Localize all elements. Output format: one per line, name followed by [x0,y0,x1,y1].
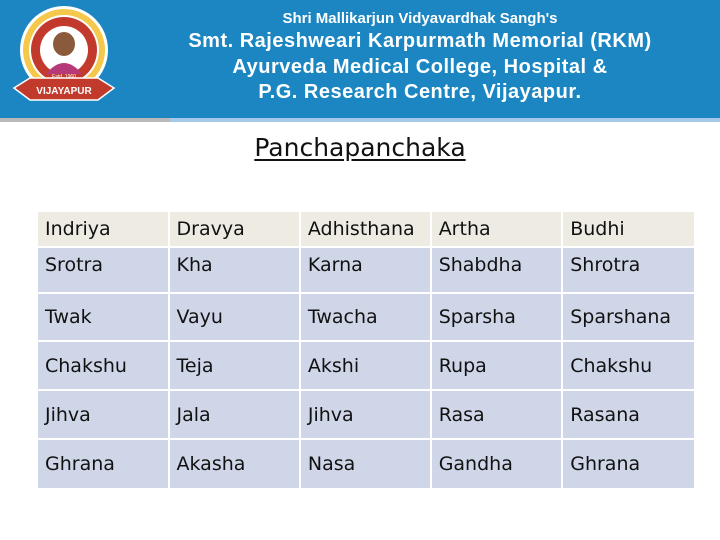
logo-year: Estd. 1960 [52,74,76,80]
slide-title [0,133,720,162]
divider-gray [0,118,170,122]
table-cell: Rasana [562,390,695,439]
header-cell: Dravya [169,211,300,247]
table-cell: Chakshu [562,341,695,390]
header-line-3: Ayurveda Medical College, Hospital & [232,56,608,78]
header-line-1: Shri Mallikarjun Vidyavardhak Sangh's [282,10,558,27]
table-cell: Ghrana [37,439,169,489]
table-cell: Sparsha [431,293,563,341]
table-cell: Jihva [300,390,431,439]
table-cell: Rasa [431,390,563,439]
table-cell: Shrotra [562,247,695,293]
table-cell: Nasa [300,439,431,489]
header-cell: Adhisthana [300,211,431,247]
table-cell: Ghrana [562,439,695,489]
table-row [37,439,695,489]
table-row [37,293,695,341]
table-cell: Jihva [37,390,169,439]
college-seal-logo [8,4,120,108]
table-cell: Twak [37,293,169,341]
table-cell: Akasha [169,439,300,489]
table-cell: Akshi [300,341,431,390]
table-cell: Jala [169,390,300,439]
header-cell: Artha [431,211,563,247]
table-row [37,341,695,390]
table-cell: Teja [169,341,300,390]
table-cell: Vayu [169,293,300,341]
header-line-2: Smt. Rajeshweari Karpurmath Memorial (RKM) [188,30,652,52]
table-cell: Rupa [431,341,563,390]
table-cell: Shabdha [431,247,563,293]
slide-title-text: Panchapanchaka [254,133,466,162]
header-banner [0,0,720,118]
table-cell: Gandha [431,439,563,489]
table-header-row [37,211,695,247]
table-row [37,247,695,293]
header-line-4: P.G. Research Centre, Vijayapur. [258,81,582,103]
panchapanchaka-table [36,210,696,490]
table-cell: Sparshana [562,293,695,341]
header-cell: Indriya [37,211,169,247]
table-cell: Chakshu [37,341,169,390]
divider-blue [170,118,720,122]
header-cell: Budhi [562,211,695,247]
table-cell: Srotra [37,247,169,293]
table-cell: Kha [169,247,300,293]
table-cell: Twacha [300,293,431,341]
logo-label: VIJAYAPUR [36,86,92,97]
table-cell: Karna [300,247,431,293]
table-row [37,390,695,439]
